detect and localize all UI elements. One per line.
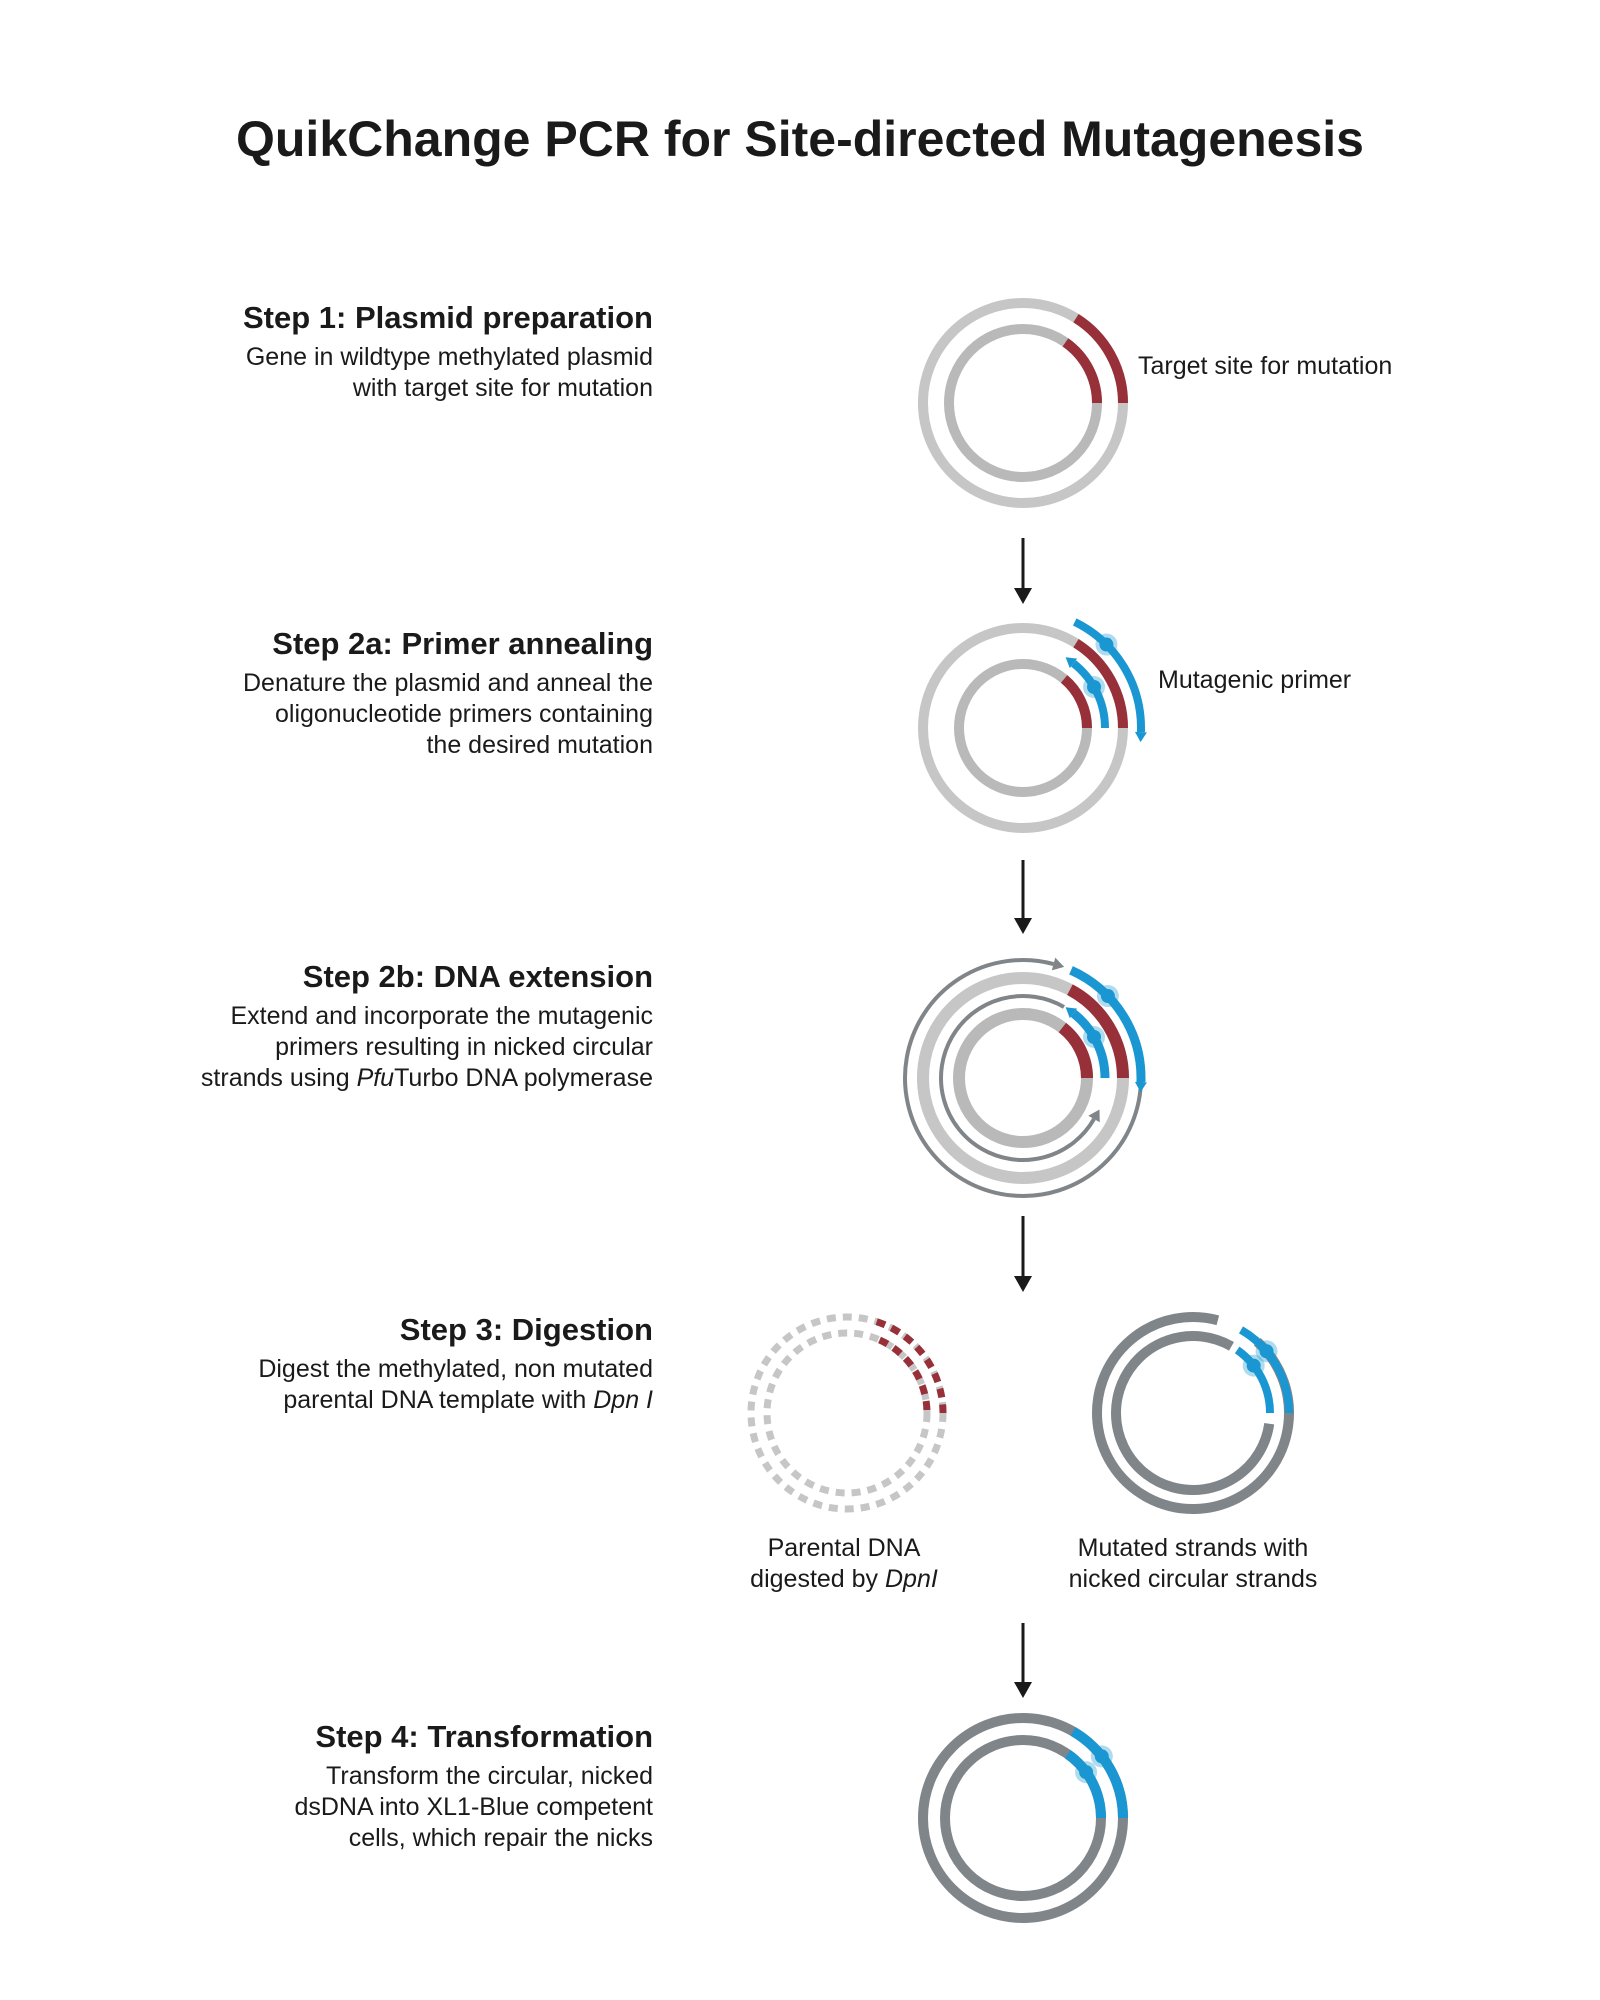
- text-italic: DpnI: [885, 1565, 938, 1593]
- target-site-inner: [1065, 342, 1097, 403]
- text-italic: Pfu: [356, 1064, 395, 1092]
- mutation-dot: [1095, 1749, 1109, 1763]
- mutation-dot: [1260, 1344, 1274, 1358]
- step-text: oligonucleotide primers containing: [274, 700, 653, 728]
- text: digested by: [750, 1565, 885, 1593]
- primer-arrow-icon: [1135, 732, 1147, 742]
- step-heading: Step 2a: Primer annealing: [272, 626, 653, 661]
- caption-line: nicked circular strands: [1068, 1565, 1318, 1593]
- step-heading: Step 1: Plasmid preparation: [243, 300, 653, 335]
- arrow-head-icon: [1014, 1276, 1032, 1292]
- mutation-dot: [1087, 1030, 1101, 1044]
- step-heading: Step 4: Transformation: [315, 1719, 653, 1754]
- step-text: cells, which repair the nicks: [348, 1824, 653, 1852]
- step-text: primers resulting in nicked circular: [275, 1033, 653, 1061]
- step-heading: Step 3: Digestion: [399, 1312, 653, 1347]
- mutation-dot: [1079, 1765, 1093, 1779]
- page-title: QuikChange PCR for Site-directed Mutagenesis: [236, 111, 1364, 167]
- arrow-head-icon: [1014, 588, 1032, 604]
- text: parental DNA template with: [283, 1386, 594, 1414]
- text-italic: Dpn I: [593, 1386, 653, 1414]
- arrow-head-icon: [1014, 1682, 1032, 1698]
- caption-line: Parental DNA: [767, 1534, 921, 1562]
- mutation-dot: [1099, 638, 1113, 652]
- text: Turbo DNA polymerase: [394, 1064, 653, 1092]
- step-text: the desired mutation: [426, 731, 653, 759]
- digested-inner-strand: [767, 1333, 927, 1493]
- mutagenic-primer-label: Mutagenic primer: [1158, 666, 1352, 694]
- mutation-dot: [1101, 989, 1115, 1003]
- step-text: Transform the circular, nicked: [326, 1762, 653, 1790]
- target-site-label: Target site for mutation: [1138, 352, 1393, 380]
- step-text: Extend and incorporate the mutagenic: [230, 1002, 653, 1030]
- arrow-head-icon: [1014, 918, 1032, 934]
- step-text: Denature the plasmid and anneal the: [242, 669, 653, 697]
- digested-outer-strand: [751, 1317, 943, 1509]
- caption-line: Mutated strands with: [1077, 1534, 1309, 1562]
- mutation-dot: [1247, 1359, 1261, 1373]
- step-text: dsDNA into XL1-Blue competent: [294, 1793, 653, 1821]
- step-text: with target site for mutation: [352, 374, 653, 402]
- step-text: Gene in wildtype methylated plasmid: [245, 343, 653, 371]
- step-text: Digest the methylated, non mutated: [258, 1355, 653, 1383]
- primer-arrow-icon: [1135, 1082, 1147, 1092]
- text: strands using: [200, 1064, 357, 1092]
- extension-arrow-icon: [1052, 958, 1064, 971]
- step-heading: Step 2b: DNA extension: [302, 959, 653, 994]
- mutation-dot: [1087, 680, 1101, 694]
